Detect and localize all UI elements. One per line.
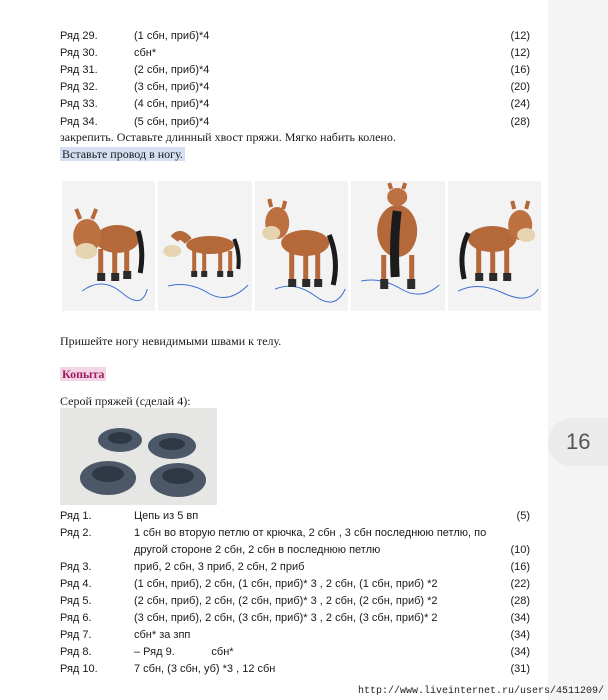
horse-photo-front-right xyxy=(448,181,541,311)
row-label: Ряд 3. xyxy=(60,561,92,573)
note-sew: Пришейте ногу невидимыми швами к телу. xyxy=(60,334,282,348)
row-count: (34) xyxy=(510,612,530,624)
pattern-row xyxy=(0,79,548,96)
row-count: (12) xyxy=(510,47,530,59)
row-count: (28) xyxy=(510,116,530,128)
row-instruction: – Ряд 9. сбн* xyxy=(134,646,234,658)
horse-photo-three-quarter xyxy=(255,181,348,311)
row-label: Ряд 29. xyxy=(60,30,98,42)
row-instruction: Цепь из 5 вп xyxy=(134,510,199,522)
row-instruction: другой стороне 2 сбн, 2 сбн в последнюю петлю xyxy=(134,544,381,556)
row-instruction: (3 сбн, приб)*4 xyxy=(134,81,210,93)
row-instruction: (4 сбн, приб)*4 xyxy=(134,98,210,110)
row-count: (24) xyxy=(510,98,530,110)
row-label: Ряд 1. xyxy=(60,510,92,522)
pattern-row xyxy=(0,593,548,610)
row-label: Ряд 7. xyxy=(60,629,92,641)
pattern-row xyxy=(0,627,548,644)
horse-photo-back xyxy=(351,181,444,311)
row-instruction: 1 сбн во вторую петлю от крючка, 2 сбн , 3 сбн последнюю петлю, по xyxy=(134,527,487,539)
pattern-row xyxy=(0,576,548,593)
row-instruction: сбн* xyxy=(134,47,157,59)
pattern-row xyxy=(0,28,548,45)
row-count: (31) xyxy=(510,663,530,675)
row-instruction: приб, 2 сбн, 3 приб, 2 сбн, 2 приб xyxy=(134,561,305,573)
pattern-row xyxy=(0,62,548,79)
note-wire: Вставьте провод в ногу. xyxy=(62,147,183,161)
row-label: Ряд 30. xyxy=(60,47,98,59)
horse-photo-strip xyxy=(62,181,541,311)
row-count: (5) xyxy=(516,510,530,522)
pattern-row xyxy=(0,661,548,678)
pattern-row xyxy=(0,114,548,131)
viewer-margin xyxy=(548,0,608,700)
row-instruction: (2 сбн, приб)*4 xyxy=(134,64,210,76)
row-label: Ряд 8. xyxy=(60,646,92,658)
row-label: Ряд 10. xyxy=(60,663,98,675)
row-instruction: сбн* за зпп xyxy=(134,629,191,641)
hooves-photo xyxy=(60,408,217,505)
pattern-row xyxy=(0,525,548,542)
row-label: Ряд 31. xyxy=(60,64,98,76)
note-fasten: закрепить. Оставьте длинный хвост пряжи. Мягко набить колено. xyxy=(60,130,396,144)
row-label: Ряд 33. xyxy=(60,98,98,110)
row-label: Ряд 6. xyxy=(60,612,92,624)
row-label: Ряд 32. xyxy=(60,81,98,93)
pattern-row xyxy=(0,559,548,576)
row-count: (22) xyxy=(510,578,530,590)
row-instruction: (1 сбн, приб), 2 сбн, (1 сбн, приб)* 3 , 2 сбн, (1 сбн, приб) *2 xyxy=(134,578,438,590)
pattern-row xyxy=(0,644,548,661)
pattern-row xyxy=(0,542,548,559)
row-instruction: (5 сбн, приб)*4 xyxy=(134,116,210,128)
row-instruction: (3 сбн, приб), 2 сбн, (3 сбн, приб)* 3 , 2 сбн, (3 сбн, приб)* 2 xyxy=(134,612,438,624)
row-count: (16) xyxy=(510,64,530,76)
section-title: Копыта xyxy=(62,367,105,381)
pattern-row xyxy=(0,610,548,627)
row-count: (10) xyxy=(510,544,530,556)
section-title-wrap xyxy=(60,367,106,382)
row-count: (28) xyxy=(510,595,530,607)
row-instruction: (2 сбн, приб), 2 сбн, (2 сбн, приб)* 3 , 2 сбн, (2 сбн, приб) *2 xyxy=(134,595,438,607)
row-count: (20) xyxy=(510,81,530,93)
row-label: Ряд 2. xyxy=(60,527,92,539)
pattern-row xyxy=(0,45,548,62)
row-label: Ряд 4. xyxy=(60,578,92,590)
page-number-badge: 16 xyxy=(548,418,608,466)
row-count: (34) xyxy=(510,646,530,658)
row-instruction: (1 сбн, приб)*4 xyxy=(134,30,210,42)
pattern-row xyxy=(0,96,548,113)
horse-photo-side xyxy=(158,181,251,311)
watermark-url: http://www.liveinternet.ru/users/4511209/ xyxy=(357,686,604,697)
note-wire-wrap xyxy=(60,147,185,162)
row-count: (12) xyxy=(510,30,530,42)
horse-photo-front xyxy=(62,181,155,311)
row-count: (16) xyxy=(510,561,530,573)
row-label: Ряд 34. xyxy=(60,116,98,128)
section-subtitle: Серой пряжей (сделай 4): xyxy=(60,394,191,408)
row-instruction: 7 сбн, (3 сбн, уб) *3 , 12 сбн xyxy=(134,663,276,675)
row-count: (34) xyxy=(510,629,530,641)
row-label: Ряд 5. xyxy=(60,595,92,607)
pattern-row xyxy=(0,508,548,525)
